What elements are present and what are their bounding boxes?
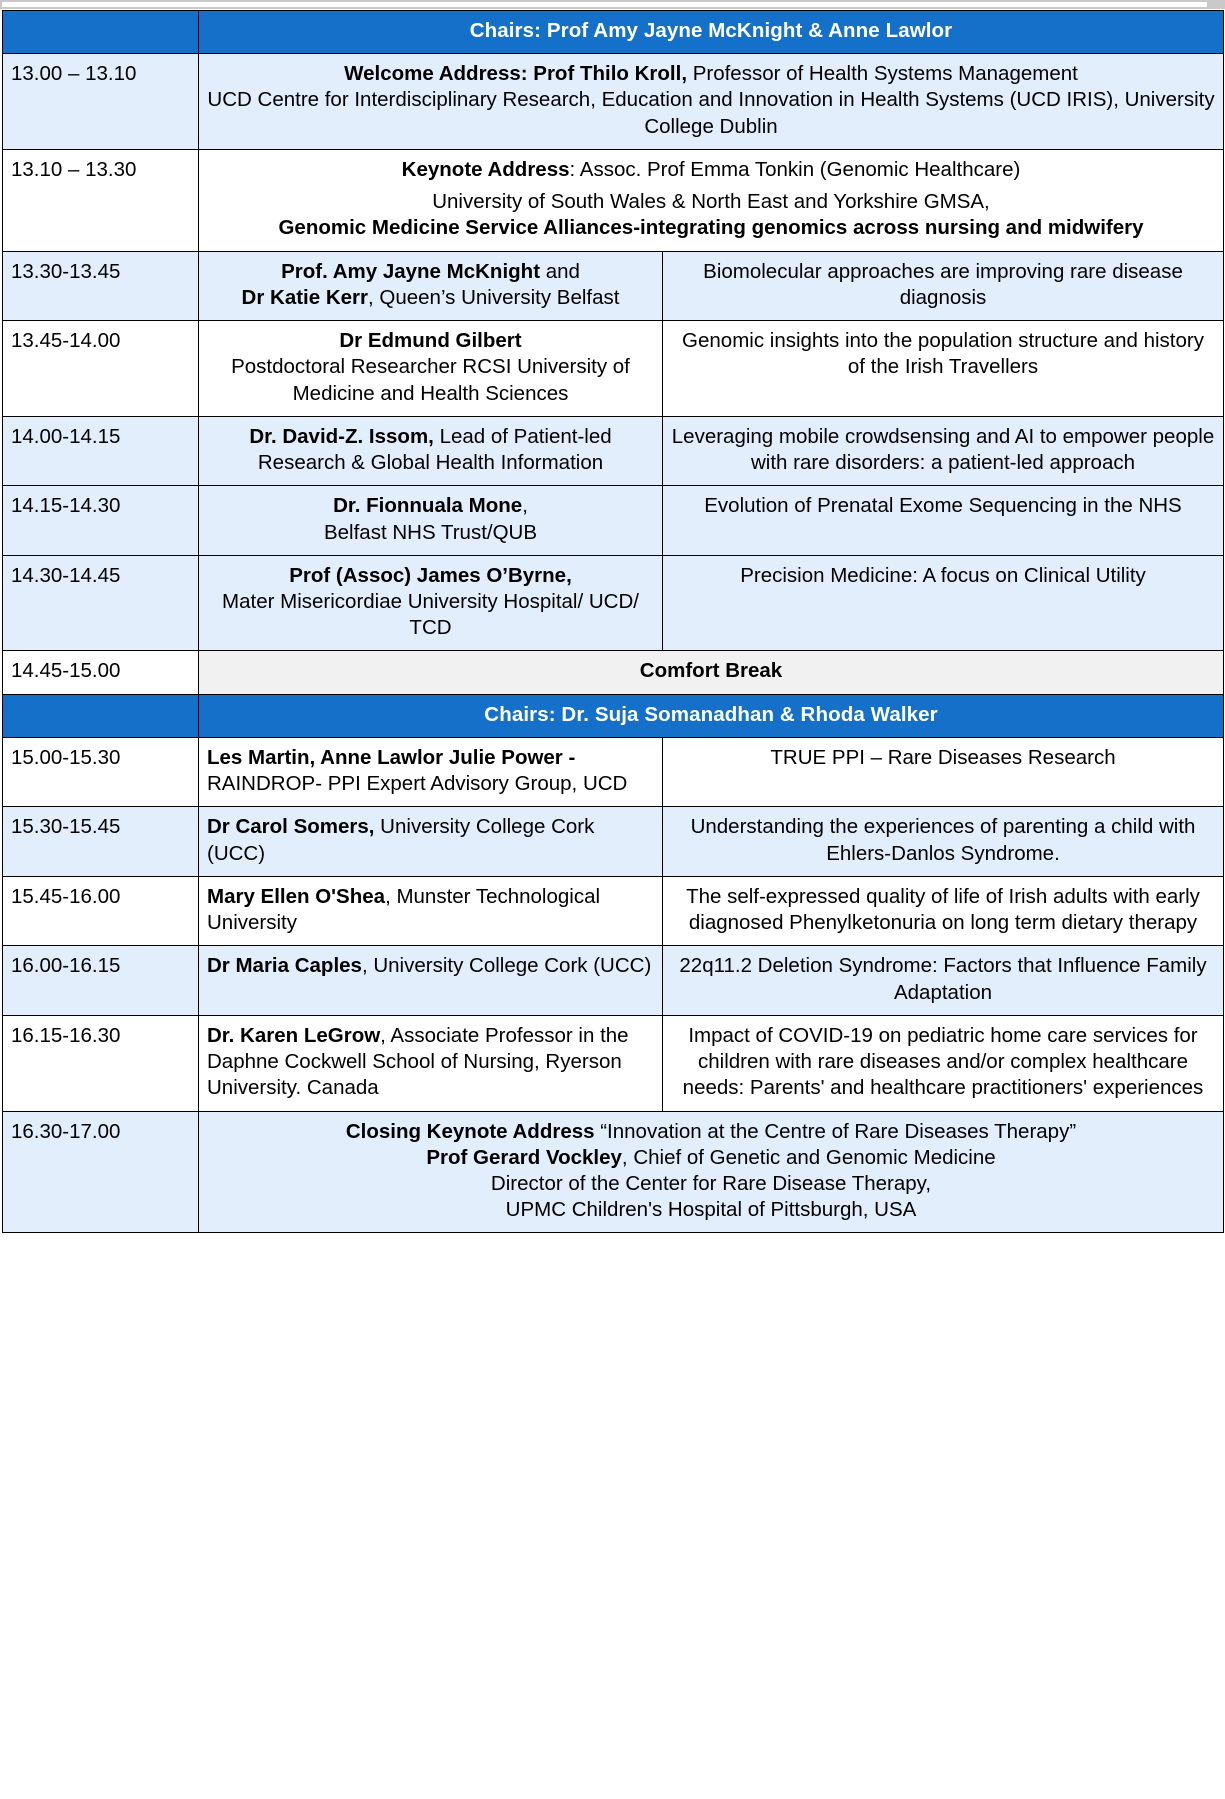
row-speaker-title [199, 54, 1224, 150]
speaker-affiliation: , Munster Technological University [207, 884, 601, 935]
keynote-topic: Genomic Medicine Service Alliances-integrating genomics across nursing and midwifery [278, 216, 1144, 240]
chair-banner-spacer [3, 694, 199, 737]
chair-banner-spacer [3, 11, 199, 54]
speaker-name: Les Martin, Anne Lawlor Julie Power - [207, 745, 576, 769]
row-speaker [199, 555, 663, 651]
row-title: Evolution of Prenatal Exome Sequencing in the NHS [663, 486, 1224, 555]
row-speaker [199, 251, 663, 320]
row-time: 13.30-13.45 [3, 251, 199, 320]
closing-role: , Chief of Genetic and Genomic Medicine [621, 1145, 996, 1169]
row-time: 15.30-15.45 [3, 807, 199, 876]
closing-keynote [199, 1111, 1224, 1233]
table-row [3, 149, 1224, 251]
break-label: Comfort Break [199, 651, 1224, 694]
row-title: Genomic insights into the population structure and history of the Irish Travellers [663, 321, 1224, 417]
chairs-session-1-label: Chairs: Prof Amy Jayne McKnight & Anne Lawlor [199, 11, 1224, 54]
row-time: 14.30-14.45 [3, 555, 199, 651]
speaker-name: Dr. Fionnuala Mone [333, 494, 523, 518]
row-time: 15.45-16.00 [3, 876, 199, 945]
row-title: Precision Medicine: A focus on Clinical Utility [663, 555, 1224, 651]
table-row [3, 946, 1224, 1015]
keynote-affiliation: University of South Wales & North East and Yorkshire GMSA, [432, 190, 990, 214]
row-time: 16.00-16.15 [3, 946, 199, 1015]
page-top-edge-inner [2, 2, 1207, 7]
speaker-affiliation: University College Cork (UCC) [207, 815, 595, 865]
speaker-role: Professor of Health Systems Management [687, 62, 1078, 86]
row-time: 16.15-16.30 [3, 1015, 199, 1111]
speaker-name: Welcome Address: Prof Thilo Kroll, [344, 62, 688, 86]
row-time: 13.10 – 13.30 [3, 149, 199, 251]
page-top-edge [0, 0, 1225, 9]
row-speaker [199, 807, 663, 876]
table-row [3, 54, 1224, 150]
speaker-name: Dr Edmund Gilbert [339, 329, 522, 353]
schedule-table [2, 10, 1224, 1233]
table-row-closing [3, 1111, 1224, 1233]
speaker-name-2: Dr Katie Kerr [241, 285, 369, 309]
speaker-name: Dr. Karen LeGrow [207, 1023, 381, 1047]
speaker-affiliation: , University College Cork (UCC) [361, 954, 652, 978]
row-time: 13.00 – 13.10 [3, 54, 199, 150]
speaker-conjunction: and [540, 259, 580, 283]
closing-time: 16.30-17.00 [3, 1111, 199, 1233]
speaker-name: Prof. Amy Jayne McKnight [281, 259, 541, 283]
break-time: 14.45-15.00 [3, 651, 199, 694]
table-row [3, 737, 1224, 806]
row-speaker [199, 946, 663, 1015]
closing-affiliation-2: UPMC Children's Hospital of Pittsburgh, USA [505, 1198, 917, 1222]
table-row-chairs-2 [3, 694, 1224, 737]
keynote-label: Keynote Address [401, 157, 570, 181]
speaker-affiliation: UCD Centre for Interdisciplinary Research, Education and Innovation in Health Systems (UCD IRIS), University College Dublin [207, 88, 1215, 138]
speaker-affiliation: Postdoctoral Researcher RCSI University of Medicine and Health Sciences [231, 355, 630, 405]
row-title: 22q11.2 Deletion Syndrome: Factors that Influence Family Adaptation [663, 946, 1224, 1015]
table-row [3, 321, 1224, 417]
speaker-affiliation: Belfast NHS Trust/QUB [323, 520, 538, 544]
closing-label: Closing Keynote Address [345, 1119, 595, 1143]
chairs-session-2-label: Chairs: Dr. Suja Somanadhan & Rhoda Walker [199, 694, 1224, 737]
speaker-affiliation: RAINDROP- PPI Expert Advisory Group, UCD [207, 772, 628, 796]
table-row [3, 807, 1224, 876]
row-time: 15.00-15.30 [3, 737, 199, 806]
row-title: Biomolecular approaches are improving rare disease diagnosis [663, 251, 1224, 320]
row-title: Leveraging mobile crowdsensing and AI to empower people with rare disorders: a patient-led approach [663, 416, 1224, 485]
speaker-comma: , [522, 494, 528, 518]
speaker-affiliation: Mater Misericordiae University Hospital/ UCD/ TCD [222, 589, 639, 640]
table-row-chairs-1 [3, 11, 1224, 54]
closing-speaker-line [207, 1145, 1215, 1171]
row-title: Understanding the experiences of parenting a child with Ehlers-Danlos Syndrome. [663, 807, 1224, 876]
row-title: Impact of COVID-19 on pediatric home care services for children with rare diseases and/or complex healthcare needs: Parents' and healthcare practitioners' experiences [663, 1015, 1224, 1111]
row-speaker [199, 416, 663, 485]
speaker-name-2-wrap [207, 285, 654, 311]
row-title: The self-expressed quality of life of Irish adults with early diagnosed Phenylketonuria on long term dietary therapy [663, 876, 1224, 945]
table-row [3, 251, 1224, 320]
speaker-name: Dr. David-Z. Issom, [249, 424, 434, 448]
row-time: 13.45-14.00 [3, 321, 199, 417]
row-speaker [199, 486, 663, 555]
table-row [3, 876, 1224, 945]
speaker-name: Mary Ellen O'Shea [207, 884, 386, 908]
table-row [3, 486, 1224, 555]
speaker-name: Dr Carol Somers, [207, 815, 375, 839]
speaker-name: Dr Maria Caples [207, 954, 362, 978]
table-row [3, 1015, 1224, 1111]
speaker-affiliation: , Queen’s University Belfast [368, 285, 620, 309]
closing-quote: “Innovation at the Centre of Rare Diseases Therapy” [594, 1119, 1077, 1143]
closing-speaker: Prof Gerard Vockley [426, 1145, 622, 1169]
table-row [3, 416, 1224, 485]
row-speaker [199, 876, 663, 945]
row-title: TRUE PPI – Rare Diseases Research [663, 737, 1224, 806]
row-speaker [199, 737, 663, 806]
table-row-break [3, 651, 1224, 694]
row-time: 14.00-14.15 [3, 416, 199, 485]
speaker-affiliation: , Associate Professor in the Daphne Cockwell School of Nursing, Ryerson University. Canada [207, 1023, 629, 1100]
speaker-name: Prof (Assoc) James O’Byrne, [289, 563, 572, 587]
table-row [3, 555, 1224, 651]
speaker-affiliation: Lead of Patient-led Research & Global Health Information [257, 424, 612, 475]
closing-affiliation-1: Director of the Center for Rare Disease Therapy, [490, 1171, 932, 1195]
row-speaker [199, 321, 663, 417]
row-speaker-title [199, 149, 1224, 251]
row-speaker [199, 1015, 663, 1111]
keynote-speaker: : Assoc. Prof Emma Tonkin (Genomic Healthcare) [569, 157, 1021, 181]
row-time: 14.15-14.30 [3, 486, 199, 555]
